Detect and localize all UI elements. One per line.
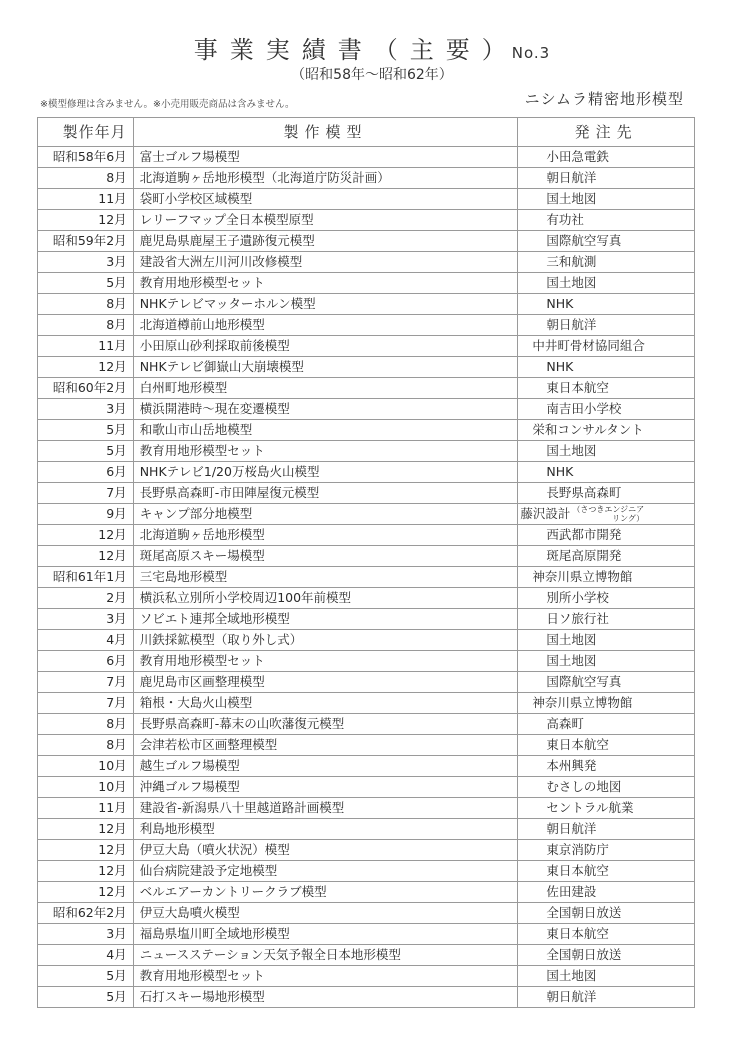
cell-date: 12月 [38, 525, 134, 546]
cell-client: 朝日航洋 [518, 987, 695, 1008]
cell-date: 3月 [38, 399, 134, 420]
cell-date: 12月 [38, 210, 134, 231]
cell-client: 西武都市開発 [518, 525, 695, 546]
cell-model: 教育用地形模型セット [133, 273, 518, 294]
cell-date: 3月 [38, 924, 134, 945]
cell-client: 南吉田小学校 [518, 399, 695, 420]
cell-client: 東日本航空 [518, 378, 695, 399]
title-text: 事業実績書（主要） [193, 36, 518, 64]
cell-client: 斑尾高原開発 [518, 546, 695, 567]
cell-client: 国土地図 [518, 630, 695, 651]
table-row [38, 210, 695, 231]
period-subtitle: （昭和58年～昭和62年） [291, 67, 453, 83]
table-row [38, 588, 695, 609]
cell-model: ソビエト連邦全域地形模型 [133, 609, 518, 630]
cell-date: 8月 [38, 168, 134, 189]
cell-date: 11月 [38, 336, 134, 357]
cell-model: 教育用地形模型セット [133, 966, 518, 987]
cell-date: 7月 [38, 483, 134, 504]
table-row [38, 504, 695, 525]
cell-date: 5月 [38, 441, 134, 462]
table-row [38, 420, 695, 441]
cell-client: NHK [518, 462, 695, 483]
cell-model: 鹿児島県鹿屋王子遺跡復元模型 [133, 231, 518, 252]
table-row [38, 462, 695, 483]
cell-model: 横浜開港時～現在変遷模型 [133, 399, 518, 420]
table-body [38, 147, 695, 1008]
table-row [38, 840, 695, 861]
table-row [38, 168, 695, 189]
cell-client: 長野県高森町 [518, 483, 695, 504]
client-subnote [572, 505, 644, 523]
table-row [38, 882, 695, 903]
cell-date: 12月 [38, 819, 134, 840]
cell-client: 東日本航空 [518, 735, 695, 756]
table-row [38, 672, 695, 693]
cell-model: NHKテレビ1/20万桜島火山模型 [133, 462, 518, 483]
cell-date: 10月 [38, 756, 134, 777]
client-subnote-line1: （さつきエンジニア [572, 504, 645, 514]
cell-client: むさしの地図 [518, 777, 695, 798]
cell-client: 国際航空写真 [518, 672, 695, 693]
company-name: ニシムラ精密地形模型 [524, 90, 684, 108]
cell-client: 東京消防庁 [518, 840, 695, 861]
cell-date: 昭和58年6月 [38, 147, 134, 168]
cell-client: セントラル航業 [518, 798, 695, 819]
cell-date: 12月 [38, 861, 134, 882]
cell-client: 朝日航洋 [518, 819, 695, 840]
cell-date: 12月 [38, 840, 134, 861]
table-row [38, 147, 695, 168]
cell-model: 石打スキー場地形模型 [133, 987, 518, 1008]
cell-model: ベルエアーカントリークラブ模型 [133, 882, 518, 903]
cell-client: 国際航空写真 [518, 231, 695, 252]
cell-client: 佐田建設 [518, 882, 695, 903]
cell-client: 別所小学校 [518, 588, 695, 609]
column-header-client: 発注先 [518, 118, 695, 147]
cell-date: 12月 [38, 882, 134, 903]
cell-model: 福島県塩川町全域地形模型 [133, 924, 518, 945]
client-subnote-line2: リング） [612, 513, 645, 523]
cell-client: NHK [518, 357, 695, 378]
cell-date: 11月 [38, 798, 134, 819]
cell-model: 仙台病院建設予定地模型 [133, 861, 518, 882]
cell-client: 朝日航洋 [518, 168, 695, 189]
cell-date: 7月 [38, 672, 134, 693]
table-row [38, 735, 695, 756]
cell-date: 5月 [38, 966, 134, 987]
table-row [38, 819, 695, 840]
cell-model: 教育用地形模型セット [133, 651, 518, 672]
column-header-model: 製作模型 [133, 118, 518, 147]
cell-model: 越生ゴルフ場模型 [133, 756, 518, 777]
table-row [38, 924, 695, 945]
table-row [38, 252, 695, 273]
cell-model: 和歌山市山岳地模型 [133, 420, 518, 441]
cell-date: 昭和59年2月 [38, 231, 134, 252]
table-row [38, 399, 695, 420]
cell-model: ニュースステーション天気予報全日本地形模型 [133, 945, 518, 966]
cell-client: NHK [518, 294, 695, 315]
cell-date: 8月 [38, 714, 134, 735]
cell-client: 神奈川県立博物館 [518, 567, 695, 588]
cell-date: 8月 [38, 315, 134, 336]
cell-client: 有功社 [518, 210, 695, 231]
cell-date: 5月 [38, 273, 134, 294]
exclusion-note: ※模型修理は含みません。※小売用販売商品は含みません。 [40, 99, 295, 110]
cell-model: 建設省-新潟県八十里越道路計画模型 [133, 798, 518, 819]
table-header-row [38, 118, 695, 147]
cell-model: 斑尾高原スキー場模型 [133, 546, 518, 567]
cell-model: レリーフマップ全日本模型原型 [133, 210, 518, 231]
cell-model: 北海道樽前山地形模型 [133, 315, 518, 336]
table-row [38, 315, 695, 336]
cell-client: 東日本航空 [518, 924, 695, 945]
cell-client: 東日本航空 [518, 861, 695, 882]
cell-model: 鹿児島市区画整理模型 [133, 672, 518, 693]
table-row [38, 798, 695, 819]
cell-model: 長野県高森町-市田陣屋復元模型 [133, 483, 518, 504]
table-row [38, 756, 695, 777]
cell-date: 4月 [38, 945, 134, 966]
cell-model: 袋町小学校区域模型 [133, 189, 518, 210]
cell-client: 国土地図 [518, 966, 695, 987]
cell-client: 本州興発 [518, 756, 695, 777]
client-name: 藤沢設計 [520, 506, 571, 521]
cell-model: 川鉄採鉱模型（取り外し式） [133, 630, 518, 651]
cell-client: 中井町骨材協同組合 [518, 336, 695, 357]
cell-date: 7月 [38, 693, 134, 714]
cell-model: 小田原山砂利採取前後模型 [133, 336, 518, 357]
table-row [38, 630, 695, 651]
cell-model: NHKテレビマッターホルン模型 [133, 294, 518, 315]
cell-date: 12月 [38, 546, 134, 567]
document-title [0, 30, 744, 65]
cell-date: 4月 [38, 630, 134, 651]
table-row [38, 378, 695, 399]
cell-model: NHKテレビ御嶽山大崩壊模型 [133, 357, 518, 378]
cell-date: 6月 [38, 462, 134, 483]
cell-date: 昭和62年2月 [38, 903, 134, 924]
table-row [38, 546, 695, 567]
table-row [38, 861, 695, 882]
table-row [38, 336, 695, 357]
cell-model: 北海道駒ヶ岳地形模型 [133, 525, 518, 546]
cell-model: キャンプ部分地模型 [133, 504, 518, 525]
cell-client: 全国朝日放送 [518, 945, 695, 966]
cell-date: 5月 [38, 420, 134, 441]
cell-client: 国土地図 [518, 441, 695, 462]
cell-client: 国土地図 [518, 651, 695, 672]
cell-model: 伊豆大島噴火模型 [133, 903, 518, 924]
cell-date: 11月 [38, 189, 134, 210]
table-row [38, 609, 695, 630]
column-header-date: 製作年月 [38, 118, 134, 147]
cell-date: 10月 [38, 777, 134, 798]
cell-model: 建設省大洲左川河川改修模型 [133, 252, 518, 273]
cell-model: 横浜私立別所小学校周辺100年前模型 [133, 588, 518, 609]
achievements-table [37, 117, 695, 1008]
cell-model: 箱根・大島火山模型 [133, 693, 518, 714]
cell-date: 昭和61年1月 [38, 567, 134, 588]
table-row [38, 903, 695, 924]
table-row [38, 567, 695, 588]
table-row [38, 945, 695, 966]
cell-client: 朝日航洋 [518, 315, 695, 336]
table-row [38, 651, 695, 672]
cell-model: 利島地形模型 [133, 819, 518, 840]
cell-date: 昭和60年2月 [38, 378, 134, 399]
cell-model: 伊豆大島（噴火状況）模型 [133, 840, 518, 861]
cell-date: 9月 [38, 504, 134, 525]
cell-client: 神奈川県立博物館 [518, 693, 695, 714]
table-row [38, 294, 695, 315]
page-number: No.3 [511, 44, 551, 62]
table-row [38, 777, 695, 798]
cell-date: 8月 [38, 735, 134, 756]
cell-client: 全国朝日放送 [518, 903, 695, 924]
table-row [38, 441, 695, 462]
table-row [38, 483, 695, 504]
cell-date: 8月 [38, 294, 134, 315]
cell-client: 国土地図 [518, 189, 695, 210]
cell-date: 2月 [38, 588, 134, 609]
cell-date: 3月 [38, 252, 134, 273]
table-row [38, 693, 695, 714]
cell-date: 5月 [38, 987, 134, 1008]
table-row [38, 189, 695, 210]
cell-date: 6月 [38, 651, 134, 672]
table-row [38, 966, 695, 987]
cell-client [518, 504, 695, 525]
table-row [38, 357, 695, 378]
table-row [38, 714, 695, 735]
table-row [38, 273, 695, 294]
cell-date: 12月 [38, 357, 134, 378]
cell-model: 富士ゴルフ場模型 [133, 147, 518, 168]
cell-client: 栄和コンサルタント [518, 420, 695, 441]
cell-model: 白州町地形模型 [133, 378, 518, 399]
cell-client: 小田急電鉄 [518, 147, 695, 168]
cell-client: 三和航測 [518, 252, 695, 273]
table-row [38, 525, 695, 546]
cell-client: 高森町 [518, 714, 695, 735]
cell-model: 長野県高森町-幕末の山吹藩復元模型 [133, 714, 518, 735]
table-row [38, 231, 695, 252]
cell-model: 北海道駒ヶ岳地形模型（北海道庁防災計画） [133, 168, 518, 189]
cell-model: 三宅島地形模型 [133, 567, 518, 588]
cell-client: 日ソ旅行社 [518, 609, 695, 630]
cell-model: 沖縄ゴルフ場模型 [133, 777, 518, 798]
table-row [38, 987, 695, 1008]
cell-client: 国土地図 [518, 273, 695, 294]
cell-model: 会津若松市区画整理模型 [133, 735, 518, 756]
cell-model: 教育用地形模型セット [133, 441, 518, 462]
cell-date: 3月 [38, 609, 134, 630]
